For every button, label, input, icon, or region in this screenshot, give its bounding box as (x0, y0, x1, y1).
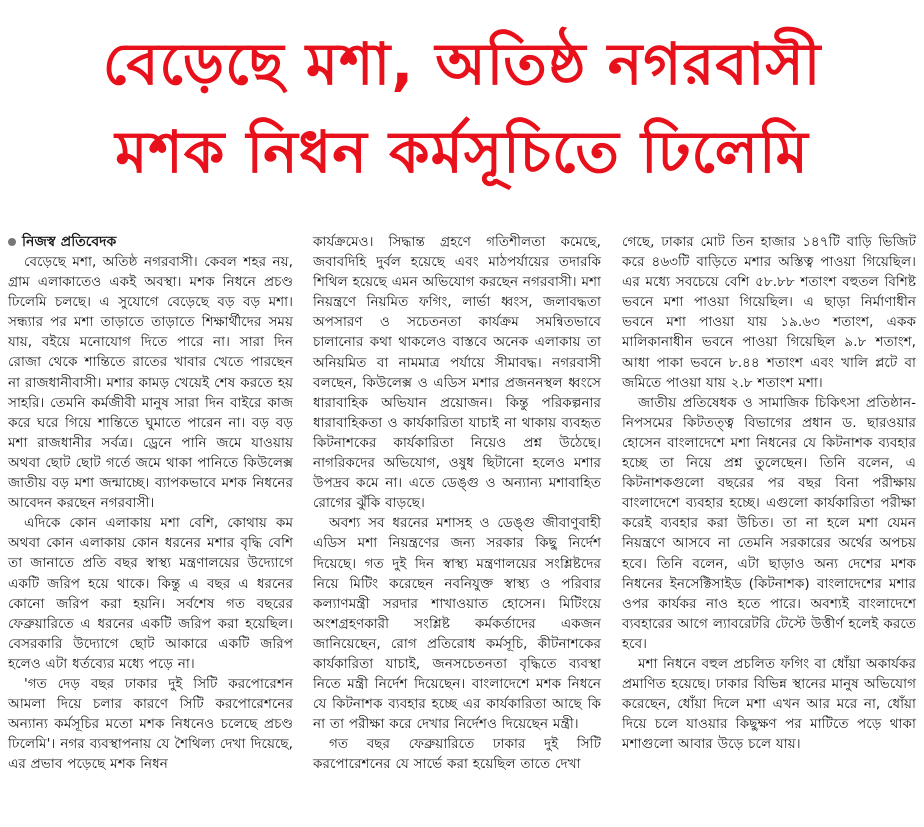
paragraph: মশা নিধনে বহুল প্রচলিত ফগিং বা ধোঁয়া অকার্যকর প্রমাণিত হয়েছে। ঢাকার বিভিন্ন স্থানের মানুষ অভিযোগ করেছেন, ধোঁয়া দিলে মশা এখন আর মরে না, ধোঁয়া দিয়ে চলে যাওয়ার কিছুক্ষণ পর মাটিতে পড়ে থাকা মশাগুলো আবার উড়ে চলে যায়। (622, 655, 916, 753)
paragraph: জাতীয় প্রতিষেধক ও সামাজিক চিকিৎসা প্রতিষ্ঠান-নিপসমের কিটতত্ত্ব বিভাগের প্রধান ড. ছারওয়ার হোসেন বাংলাদেশে মশা নিধনের যে কিটনাশক ব্যবহার হচ্ছে তা নিয়ে প্রশ্ন তুলেছেন। তিনি বলেন, এ কিটনাশকগুলো বছরের পর বছর বিনা পরীক্ষায় বাংলাদেশে ব্যবহার হচ্ছে। এগুলো কার্যকারিতা পরীক্ষা করেই ব্যবহার করা উচিত। তা না হলে মশা যেমন নিয়ন্ত্রণে আসবে না তেমনি সরকারের অর্থের অপচয় হবে। তিনি বলেন, এটা ছাড়াও অন্য দেশের মশক নিধনের ইনসেক্টিসাইড (কিটনাশক) বাংলাদেশের মশার ওপর কার্যকর নাও হতে পারে। অবশ্যই বাংলাদেশে ব্যবহারের আগে ল্যাবরেটরি টেস্টে উত্তীর্ণ হলেই করতে হবে। (622, 394, 916, 652)
byline-text: নিজস্ব প্রতিবেদক (22, 234, 117, 250)
headline-line-2: মশক নিধন কর্মসূচিতে ঢিলেমি (115, 118, 809, 186)
paragraph: অবশ্য সব ধরনের মশাসহ ও ডেঙ্গু জীবাণুবাহী এডিস মশা নিয়ন্ত্রণের জন্য সরকার কিছু নির্দেশ দিয়েছে। গত দুই দিন স্বাস্থ্য মন্ত্রণালয়ের সংশ্লিষ্টদের নিয়ে মিটিং করেছেন নবনিযুক্ত স্বাস্থ্য ও পরিবার কল্যাণমন্ত্রী সরদার শাখাওয়াত হোসেন। মিটিংয়ে অংশগ্রহণকারী সংশ্লিষ্ট কর্মকর্তাদের একজন জানিয়েছেন, রোগ প্রতিরোধ কর্মসূচি, কীটনাশকের কার্যকারিতা যাচাই, জনসচেতনতা বৃদ্ধিতে ব্যবস্থা নিতে মন্ত্রী নির্দেশ দিয়েছেন। বাংলাদেশে মশক নিধনে যে কিটনাশক ব্যবহার হচ্ছে এর কার্যকারিতা আছে কি না তা পরীক্ষা করে দেখার নির্দেশও দিয়েছেন মন্ত্রী। (313, 515, 601, 733)
paragraph: কার্যক্রমেও। সিদ্ধান্ত গ্রহণে গতিশীলতা কমেছে, জবাবদিহি দুর্বল হয়েছে এবং মাঠপর্যায়ের তদারকি শিথিল হয়েছে এমন অভিযোগ করছেন নগরবাসী। মশা নিয়ন্ত্রণে নিয়মিত ফগিং, লার্ভা ধ্বংস, জলাবদ্ধতা অপসারণ ও সচেতনতা কার্যক্রম সমন্বিতভাবে চালানোর কথা থাকলেও বাস্তবে অনেক এলাকায় তা অনিয়মিত বা নামমাত্র পর্যায়ে সীমাবদ্ধ। নগরবাসী বলছেন, কিউলেক্স ও এডিস মশার প্রজননস্থল ধ্বংসে ধারাবাহিক অভিযান প্রয়োজন। কিন্তু পরিকল্পনার ধারাবাহিকতা ও কার্যকারিতা যাচাই না থাকায় ব্যবহৃত কিটনাশকের কার্যকারিতা নিয়েও প্রশ্ন উঠেছে। নাগরিকদের অভিযোগ, ওষুধ ছিটানো হলেও মশার উপদ্রব কমে না। এতে ডেঙ্গু ও অন্যান্য মশাবাহিত রোগের ঝুঁকি বাড়ছে। (313, 234, 602, 512)
paragraph: 'গত দেড় বছর ঢাকার দুই সিটি করপোরেশন আমলা দিয়ে চলার কারণে সিটি করপোরেশনের অন্যান্য কর্মসূচির মতো মশক নিধনেও চলেছে প্রচণ্ড ঢিলেমি'। নগর ব্যবস্থাপনায় যে শৈথিল্য দেখা দিয়েছে, এর প্রভাব পড়েছে মশক নিধন (8, 675, 293, 773)
byline (8, 232, 293, 252)
headline-line-1: বেড়েছে মশা, অতিষ্ঠ নগরবাসী (102, 30, 822, 98)
paragraph: এদিকে কোন এলাকায় মশা বেশি, কোথায় কম অথবা কোন এলাকায় কোন ধরনের মশার বৃদ্ধি বেশি তা জানাতে প্রতি বছর স্বাস্থ্য মন্ত্রণালয়ের উদ্যোগে একটি জরিপ হয়ে থাকে। কিন্তু এ বছর এ ধরনের কোনো জরিপ করা হয়নি। সর্বশেষ গত বছরের ফেব্রুয়ারিতে এ ধরনের একটি জরিপ করা হয়েছিল। বেসরকারি উদ্যোগে ছোট আকারে একটি জরিপ হলেও এটা ধর্তব্যের মধ্যে পড়ে না। (8, 515, 293, 672)
article-column-3 (622, 232, 916, 754)
headline (0, 20, 924, 196)
bullet-icon (8, 238, 16, 246)
paragraph: গেছে, ঢাকার মোট তিন হাজার ১৪৭টি বাড়ি ভিজিট করে ৪৬৩টি বাড়িতে মশার অস্তিত্ব পাওয়া গিয়েছিল। এর মধ্যে সবচেয়ে বেশি ৫৮.৮৮ শতাংশ বহুতল বিশিষ্ট ভবনে মশা পাওয়া গিয়েছিল। এ ছাড়া নির্মাণাধীন ভবনে মশা পাওয়া যায় ১৯.৬৩ শতাংশ, একক মালিকানাধীন ভবনে পাওয়া গিয়েছিল ৯.৮ শতাংশ, আধা পাকা ভবনে ৮.৪৪ শতাংশ এবং খালি প্লটে বা জমিতে পাওয়া যায় ২.৮ শতাংশ মশা। (622, 234, 916, 391)
article-column-2 (313, 232, 601, 775)
article-column-1 (8, 232, 293, 774)
paragraph: বেড়েছে মশা, অতিষ্ঠ নগরবাসী। কেবল শহর নয়, গ্রাম এলাকাতেও একই অবস্থা। মশক নিধনে প্রচণ্ড ঢিলেমি চলছে। এ সুযোগে বেড়েছে বড় বড় মশা। সন্ধ্যার পর মশা তাড়াতে তাড়াতে শিক্ষার্থীদের সময় যায়, বইয়ে মনোযোগ দিতে পারে না। সারা দিন রোজা থেকে শান্তিতে রাতের খাবার খেতে পারছেন না রাজধানীবাসী। মশার কামড় খেয়েই শেষ করতে হয় সাহরি। তেমনি কর্মজীবী মানুষ সারা দিন বাইরে কাজ করে ঘরে গিয়ে শান্তিতে ঘুমাতে পারেন না। বড় বড় মশা রাজধানীর সর্বত্র। ড্রেনে পানি জমে যাওয়ায় অথবা ছোট ছোট গর্তে জমে থাকা পানিতে কিউলেক্স জাতীয় বড় মশা জন্মাচ্ছে। ব্যাপকভাবে মশক নিধনের আবেদন করছেন নগরবাসী। (8, 254, 293, 512)
paragraph: গত বছর ফেব্রুয়ারিতে ঢাকার দুই সিটি করপোরেশনের যে সার্ভে করা হয়েছিল তাতে দেখা (313, 736, 601, 773)
